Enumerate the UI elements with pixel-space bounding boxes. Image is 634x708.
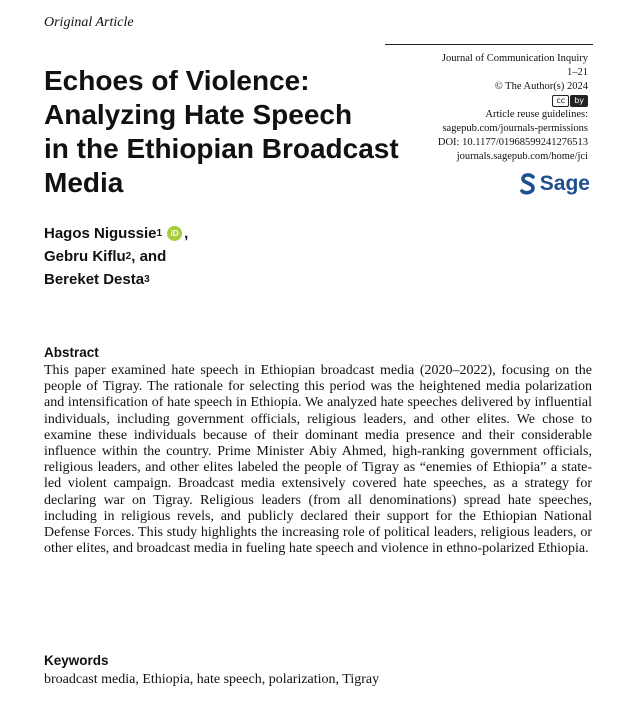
- keywords-list: broadcast media, Ethiopia, hate speech, polarization, Tigray: [44, 672, 380, 687]
- title-line: Media: [44, 167, 124, 198]
- copyright: © The Author(s) 2024: [494, 81, 588, 92]
- permissions-link[interactable]: sagepub.com/journals-permissions: [442, 123, 588, 134]
- header-rule: [385, 44, 593, 45]
- journal-meta: [438, 52, 588, 164]
- keywords-heading: Keywords: [44, 653, 109, 668]
- title-line: Analyzing Hate Speech: [44, 99, 353, 130]
- publisher-name: Sage: [539, 172, 590, 195]
- page-range: 1–21: [567, 67, 588, 78]
- author: Gebru Kiflu 2 , and: [44, 248, 167, 265]
- title-line: Echoes of Violence:: [44, 65, 310, 96]
- author: Bereket Desta 3: [44, 271, 150, 288]
- title-line: in the Ethiopian Broadcast: [44, 133, 399, 164]
- abstract-text: This paper examined hate speech in Ethiopian broadcast media (2020–2022), focusing on the people of Tigray. The rationale for selecting this period was the heightened media polarization and intensification of hate speech in Ethiopia. We analyzed hate speeches delivered by influential individuals, including government officials, religious leaders, and other elites. We chose to examine these individuals because of their dominant media presence and their considerable influence within the country. Prime Minister Abiy Ahmed, high-ranking government officials, religious leaders, and other elites labeled the people of Tigray as “enemies of Ethiopia” a state-led violent campaign. Broadcast media extensively covered hate speeches, as a strategy for declaring war on Tigray. Religious leaders (from all denominations) spread hate speeches, including in religious revels, and publicly declared their support for the Ethiopian National Defense Forces. This study highlights the increasing role of political leaders, religious leaders, or other elites, and broadcast media in fueling hate speech and violence in ethno-polarized Ethiopia.: [44, 363, 592, 557]
- author-list: [44, 222, 188, 291]
- article-type: Original Article: [44, 15, 134, 30]
- author: Hagos Nigussie 1 iD ,: [44, 225, 189, 242]
- reuse-label: Article reuse guidelines:: [485, 109, 588, 120]
- article-title: [44, 64, 414, 200]
- orcid-icon[interactable]: iD: [167, 226, 182, 241]
- journal-name: Journal of Communication Inquiry: [441, 53, 588, 64]
- publisher-logo[interactable]: [520, 172, 590, 196]
- abstract-heading: Abstract: [44, 345, 99, 360]
- journal-home-link[interactable]: journals.sagepub.com/home/jci: [456, 151, 588, 162]
- cc-license-icon[interactable]: cc by: [552, 95, 588, 107]
- doi-link[interactable]: DOI: 10.1177/01968599241276513: [437, 137, 588, 148]
- sage-s-logo-icon: [520, 173, 536, 195]
